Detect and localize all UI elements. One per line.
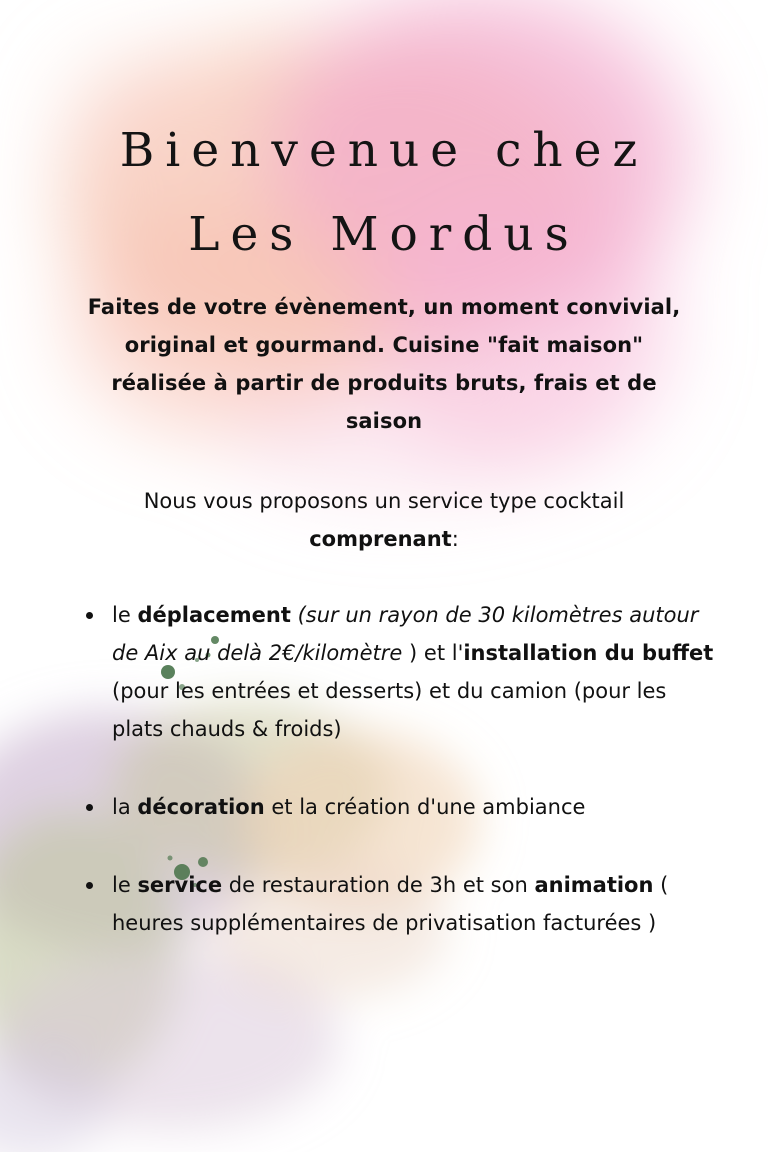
text-fragment: le xyxy=(112,603,138,627)
title-line-1: Bienvenue chez xyxy=(119,123,649,179)
text-fragment: la xyxy=(112,795,138,819)
service-list xyxy=(0,596,740,942)
bullet-dot xyxy=(86,882,93,889)
bold-term-service: service xyxy=(137,873,223,897)
text-fragment: ( heures supplémentaires de privatisation facturées ) xyxy=(112,873,669,935)
list-item-deplacement xyxy=(0,596,740,748)
bullet-dot xyxy=(86,612,93,619)
page-title xyxy=(0,109,768,277)
bold-term-installation: installation du buffet xyxy=(463,641,714,665)
service-intro-text: Nous vous proposons un service type cocktail xyxy=(143,489,625,513)
service-intro-suffix: : xyxy=(451,527,459,551)
text-fragment xyxy=(291,603,298,627)
list-item-service xyxy=(0,866,740,942)
list-item-decoration xyxy=(0,788,740,826)
bold-term-deplacement: déplacement xyxy=(137,603,291,627)
intro-paragraph: Faites de votre évènement, un moment convivial, original et gourmand. Cuisine "fait maison" réalisée à partir de produits bruts, frais et de saison xyxy=(87,295,681,433)
service-intro xyxy=(74,482,694,558)
text-fragment: de restauration de 3h et son xyxy=(222,873,535,897)
service-intro-bold: comprenant xyxy=(309,527,452,551)
bold-term-decoration: décoration xyxy=(137,795,265,819)
bold-term-animation: animation xyxy=(534,873,654,897)
bullet-dot xyxy=(86,804,93,811)
title-line-2: Les Mordus xyxy=(188,207,580,263)
italic-note-distance: (sur un rayon de 30 kilomètres autour de Aix au delà 2€/kilomètre xyxy=(112,603,699,665)
text-fragment: le xyxy=(112,873,138,897)
text-fragment: et la création d'une ambiance xyxy=(264,795,586,819)
text-fragment: (pour les entrées et desserts) et du camion (pour les plats chauds & froids) xyxy=(112,679,667,741)
text-fragment: ) et l' xyxy=(402,641,464,665)
